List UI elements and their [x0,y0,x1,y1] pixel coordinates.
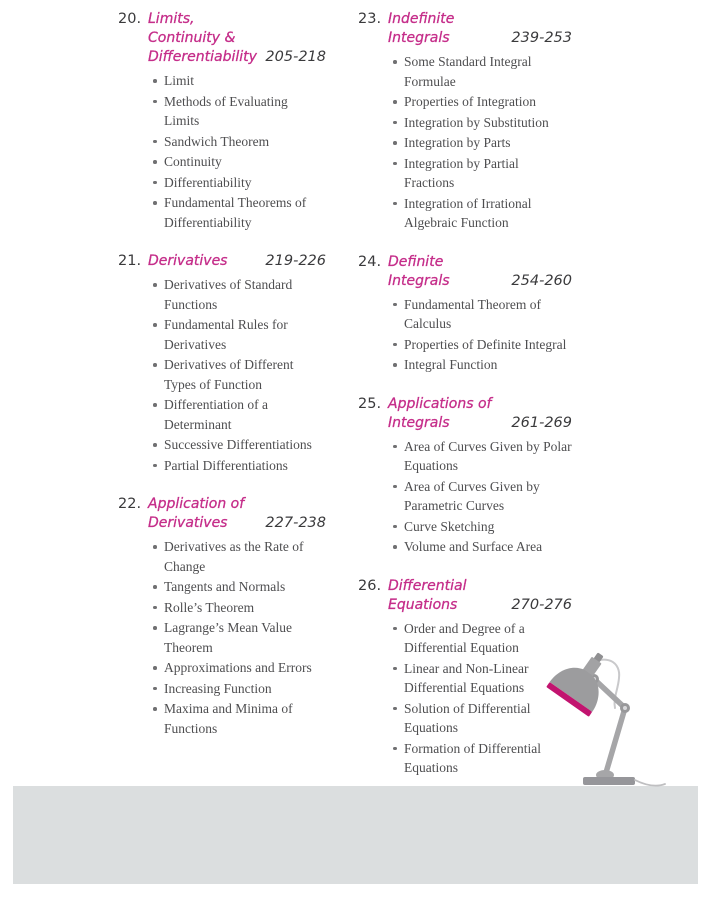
topic-item [392,133,572,153]
chapter-page-range: 270-276 [511,596,572,613]
topic-list [152,537,326,738]
topic-label: Tangents and Normals [164,579,286,594]
topic-item [152,679,326,699]
bullet-icon [393,545,397,549]
lamp-joint-pin-icon [623,706,627,710]
bullet-icon [393,525,397,529]
topic-item [392,113,572,133]
chapter-block [358,395,572,557]
topic-item [152,275,326,314]
topic-item [392,52,572,91]
topic-label: Lagrange’s Mean Value Theorem [164,620,292,655]
chapter-number: 24. [358,253,382,270]
bullet-icon [153,323,157,327]
chapter-title: Applications of Integrals [388,395,492,431]
topic-item [152,618,326,657]
topic-label: Solution of Differential Equations [404,700,531,735]
chapter-block [358,577,572,778]
topic-item [152,193,326,232]
bullet-icon [393,627,397,631]
topic-item [152,71,326,91]
topic-list [392,437,572,557]
topic-label: Properties of Definite Integral [404,336,567,352]
bullet-icon [393,162,397,166]
topic-label: Partial Differentiations [164,457,288,473]
bullet-icon [393,202,397,206]
bullet-icon [153,545,157,549]
bullet-icon [393,363,397,367]
topic-item [152,152,326,172]
chapter-heading [388,253,572,291]
topic-label: Continuity [164,154,222,169]
toc-columns [118,10,572,798]
topic-item [392,517,572,537]
topic-label: Area of Curves Given by Polar Equations [404,438,572,473]
lamp-base-icon [583,777,635,785]
topic-label: Maxima and Minima of Functions [164,701,293,736]
chapter-number: 26. [358,577,382,594]
topic-label: Derivatives of Different Types of Function [164,357,294,392]
lamp-lower-arm-icon [605,708,625,776]
topic-label: Integration by Parts [404,135,511,150]
bullet-icon [153,403,157,407]
topic-item [152,173,326,193]
bullet-icon [153,585,157,589]
topic-label: Increasing Function [164,680,272,696]
topic-item [392,437,572,476]
chapter-block [118,252,326,475]
chapter-page-range: 254-260 [511,272,572,289]
topic-item [152,658,326,678]
chapter-page-range: 261-269 [511,414,572,431]
topic-item [152,456,326,476]
topic-label: Integral Function [404,357,498,372]
toc-column [118,10,326,798]
chapter-page-range: 239-253 [511,30,572,46]
bullet-icon [393,60,397,64]
bullet-icon [393,667,397,671]
table-surface [13,786,698,884]
chapter-heading [148,252,326,271]
bullet-icon [153,707,157,711]
bullet-icon [153,363,157,367]
bullet-icon [153,79,157,83]
chapter-block [118,10,326,232]
topic-label: Differentiation of a Determinant [164,397,268,432]
topic-list [152,275,326,475]
chapter-title: Definite Integrals [388,253,450,289]
topic-list [392,52,572,233]
chapter-heading [148,495,326,533]
chapter-block [118,495,326,738]
chapter-heading [388,10,572,48]
chapter-number: 22. [118,496,142,512]
bullet-icon [153,140,157,144]
bullet-icon [393,707,397,711]
topic-label: Limit [164,73,194,88]
topic-label: Derivatives of Standard Functions [164,277,293,312]
topic-label: Order and Degree of a Differential Equation [404,620,525,655]
topic-item [152,395,326,434]
topic-item [152,577,326,597]
topic-label: Successive Differentiations [164,437,312,452]
bullet-icon [153,666,157,670]
topic-label: Rolle’s Theorem [164,599,255,615]
desk-lamp-illustration [543,652,668,788]
chapter-title: Differential Equations [388,577,467,613]
bullet-icon [153,100,157,104]
topic-label: Differentiability [164,174,252,190]
topic-item [152,598,326,618]
bullet-icon [153,283,157,287]
bullet-icon [393,445,397,449]
topic-label: Sandwich Theorem [164,133,270,149]
bullet-icon [393,100,397,104]
topic-item [392,477,572,516]
topic-label: Formation of Differential Equations [404,740,541,775]
bullet-icon [153,687,157,691]
topic-item [392,335,572,355]
chapter-block [358,10,572,233]
topic-label: Integration by Substitution [404,114,549,130]
chapter-page-range: 227-238 [265,515,326,531]
topic-label: Area of Curves Given by Parametric Curves [404,478,540,513]
chapter-number: 25. [358,395,382,412]
topic-item [392,355,572,375]
chapter-heading [388,395,572,433]
bullet-icon [153,626,157,630]
chapter-page-range: 219-226 [265,253,326,269]
topic-label: Fundamental Theorems of Differentiability [164,195,307,230]
bullet-icon [153,201,157,205]
topic-label: Integration by Partial Fractions [404,155,519,190]
topic-item [152,132,326,152]
topic-item [392,295,572,334]
bullet-icon [393,485,397,489]
bullet-icon [153,181,157,185]
topic-item [152,355,326,394]
topic-list [392,295,572,375]
chapter-page-range: 205-218 [265,49,326,65]
topic-label: Curve Sketching [404,518,495,534]
topic-label: Some Standard Integral Formulae [404,54,532,89]
bullet-icon [393,747,397,751]
chapter-number: 21. [118,253,142,269]
topic-label: Fundamental Rules for Derivatives [164,317,288,352]
topic-item [152,537,326,576]
bullet-icon [153,606,157,610]
topic-item [152,315,326,354]
chapter-title: Limits, Continuity & Differentiability [148,11,257,65]
topic-label: Approximations and Errors [164,660,312,675]
topic-item [392,194,572,233]
chapter-title: Application of Derivatives [148,496,245,531]
topic-item [392,92,572,112]
topic-label: Integration of Irrational Algebraic Function [404,195,532,230]
chapter-title: Indefinite Integrals [388,11,455,46]
topic-item [152,699,326,738]
topic-item [152,435,326,455]
chapter-heading [148,10,326,67]
topic-label: Linear and Non-Linear Differential Equations [404,660,529,695]
topic-item [392,537,572,557]
bullet-icon [393,141,397,145]
lamp-base-cord-icon [635,780,665,786]
topic-label: Properties of Integration [404,94,536,109]
bullet-icon [393,121,397,125]
chapter-heading [388,577,572,615]
chapter-block [358,253,572,375]
chapter-number: 23. [358,11,382,27]
topic-label: Derivatives as the Rate of Change [164,539,304,574]
toc-column [358,10,572,798]
topic-label: Methods of Evaluating Limits [164,93,288,128]
chapter-title: Derivatives [148,253,228,269]
bullet-icon [393,303,397,307]
bullet-icon [153,464,157,468]
bullet-icon [393,343,397,347]
bullet-icon [153,160,157,164]
bullet-icon [153,443,157,447]
chapter-number: 20. [118,11,142,27]
lamp-upper-arm-icon [594,679,625,708]
topic-item [152,92,326,131]
topic-label: Fundamental Theorem of Calculus [404,296,541,331]
topic-list [152,71,326,232]
topic-item [392,154,572,193]
topic-label: Volume and Surface Area [404,539,543,554]
